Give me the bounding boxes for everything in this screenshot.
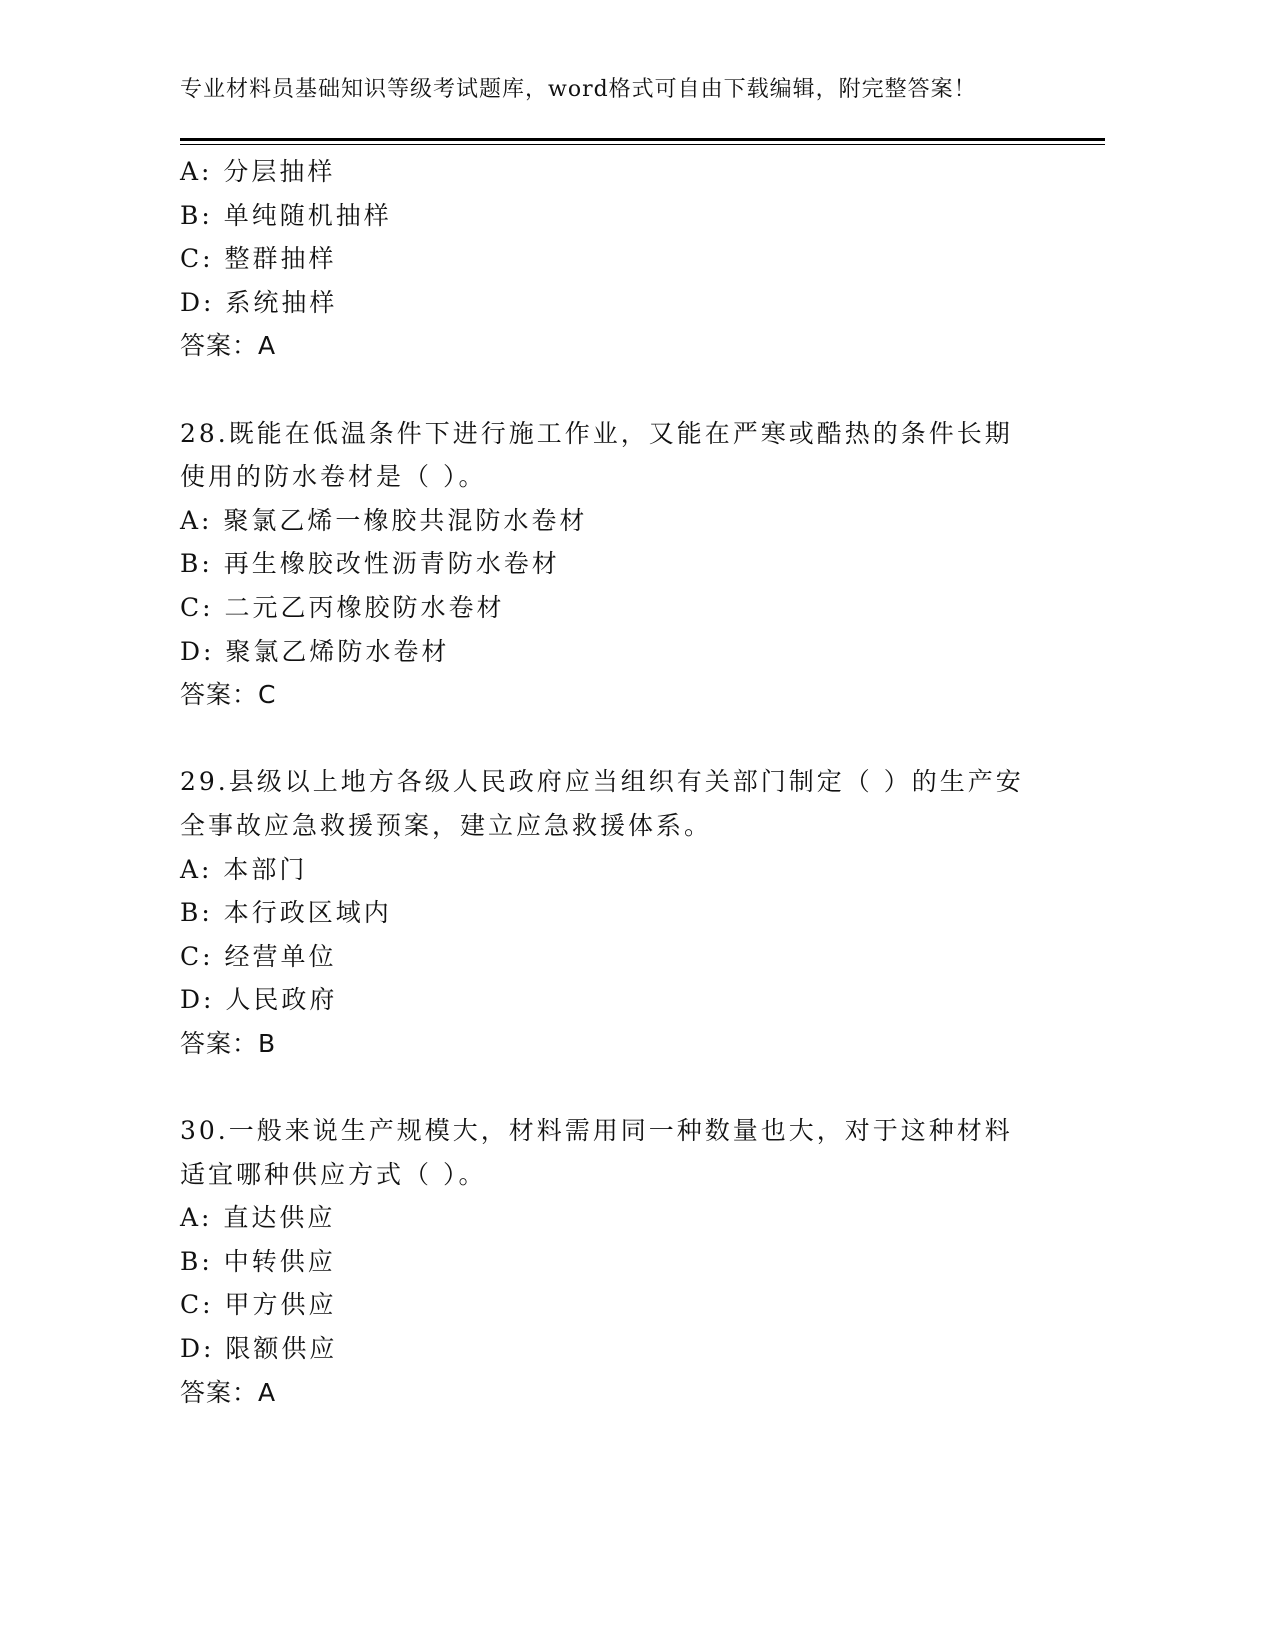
option-b: B: 中转供应 — [180, 1246, 336, 1276]
question-27-tail — [180, 150, 1040, 368]
question-28 — [180, 412, 1040, 717]
question-text: 29.县级以上地方各级人民政府应当组织有关部门制定（ ）的生产安全事故应急救援预案，建立应急救援体系。 — [180, 767, 1024, 840]
question-text: 30.一般来说生产规模大，材料需用同一种数量也大，对于这种材料适宜哪种供应方式（ ）。 — [180, 1116, 1013, 1189]
option-c: C: 经营单位 — [180, 941, 337, 971]
option-c: C: 二元乙丙橡胶防水卷材 — [180, 592, 505, 622]
option-b: B: 本行政区域内 — [180, 898, 392, 928]
question-text: 28.既能在低温条件下进行施工作业，又能在严寒或酷热的条件长期使用的防水卷材是（ ）。 — [180, 418, 1013, 492]
option-b: B: 单纯随机抽样 — [180, 200, 392, 230]
option-b: B: 再生橡胶改性沥青防水卷材 — [180, 549, 560, 579]
option-d: D: 聚氯乙烯防水卷材 — [180, 636, 450, 666]
option-d: D: 系统抽样 — [180, 287, 338, 317]
answer: 答案：C — [180, 680, 277, 710]
spacer — [180, 1065, 1040, 1109]
option-d: D: 限额供应 — [180, 1334, 338, 1364]
question-29 — [180, 760, 1040, 1065]
option-c: C: 甲方供应 — [180, 1290, 337, 1320]
header-rule-thin — [180, 144, 1105, 145]
spacer — [180, 368, 1040, 412]
option-a: A: 本部门 — [180, 854, 308, 884]
header-rule-thick — [180, 138, 1105, 141]
page-header: 专业材料员基础知识等级考试题库，word格式可自由下载编辑，附完整答案！ — [180, 77, 977, 102]
option-c: C: 整群抽样 — [180, 244, 337, 274]
option-d: D: 人民政府 — [180, 985, 338, 1015]
answer: 答案：B — [180, 1028, 277, 1058]
option-a: A: 分层抽样 — [180, 157, 336, 186]
question-30 — [180, 1109, 1040, 1414]
question-list — [180, 150, 1040, 1414]
option-a: A: 直达供应 — [180, 1203, 336, 1233]
spacer — [180, 717, 1040, 761]
answer: 答案：A — [180, 331, 277, 361]
option-a: A: 聚氯乙烯一橡胶共混防水卷材 — [180, 505, 588, 535]
answer: 答案：A — [180, 1377, 277, 1407]
